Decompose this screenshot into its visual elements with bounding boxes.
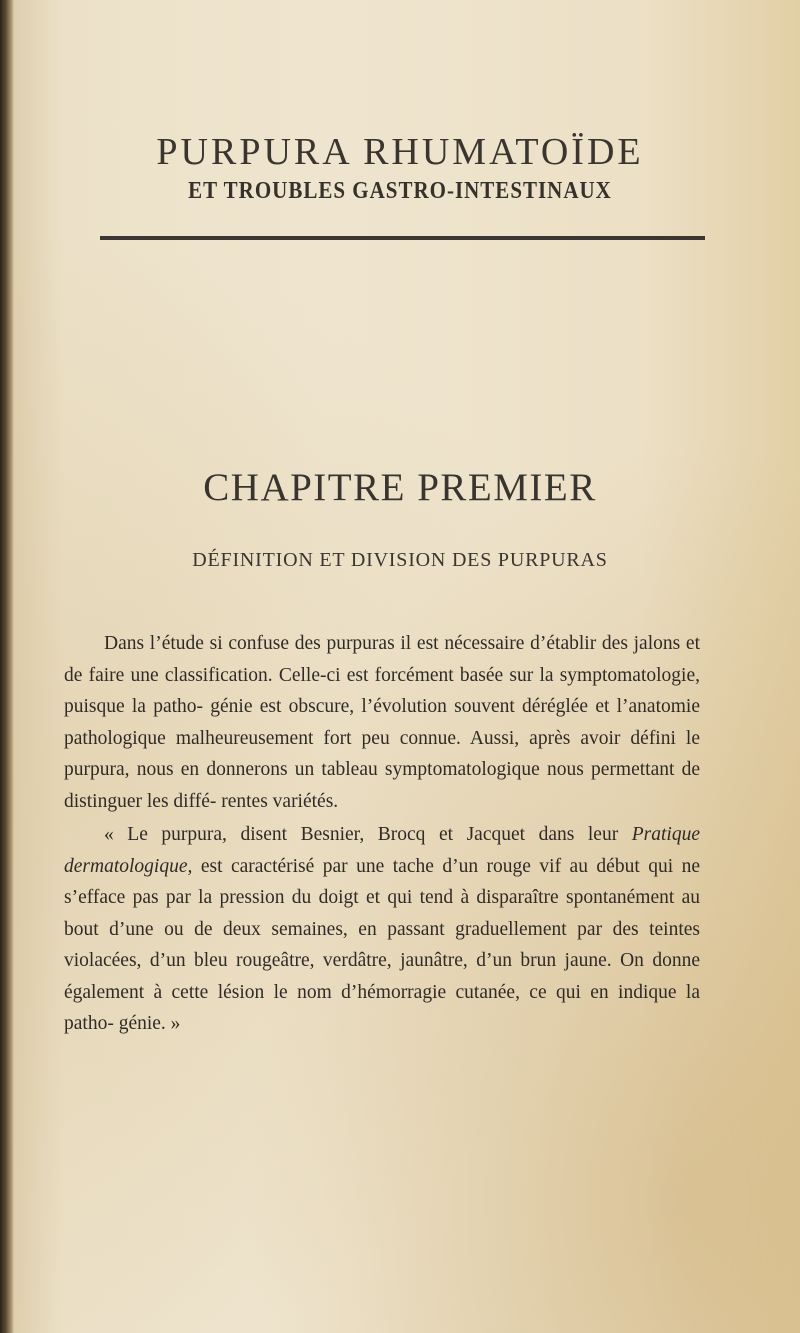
chapter-title: CHAPITRE PREMIER <box>203 466 597 509</box>
body-text <box>64 628 700 1040</box>
title-divider <box>100 236 705 240</box>
book-subtitle: ET TROUBLES GASTRO-INTESTINAUX <box>188 176 612 204</box>
paragraph-1: Dans l’étude si confuse des purpuras il est nécessaire d’établir des jalons et de faire une classification. Celle-ci est forcément basée sur la symptomatologie, puisque la patho- génie est obscure, l’évolution souvent déréglée et l’anatomie pathologique malheureusement fort peu connue. Aussi, après avoir défini le purpura, nous en donnerons un tableau symptomatologique nous permettant de distinguer les diffé- rentes variétés. <box>64 633 700 812</box>
paragraph-2 <box>64 819 700 1040</box>
section-title: DÉFINITION ET DIVISION DES PURPURAS <box>192 549 608 571</box>
paragraph-2-end: est caractérisé par une tache d’un rouge vif au début qui ne s’efface pas par la pression du doigt et qui tend à disparaître spontanément au bout d’une ou de deux semaines, en passant graduellement par des teintes violacées, d’un bleu rougeâtre, verdâtre, jaunâtre, d’un brun jaune. On donne également à cette lésion le nom d’hémorragie cutanée, ce qui en indique la patho- génie. » <box>64 855 700 1034</box>
book-title: PURPURA RHUMATOÏDE <box>156 131 644 173</box>
paragraph-2-start: « Le purpura, disent Besnier, Brocq et Jacquet dans leur <box>104 824 619 845</box>
cited-work-title: Pratique dermatologique, <box>64 824 700 877</box>
